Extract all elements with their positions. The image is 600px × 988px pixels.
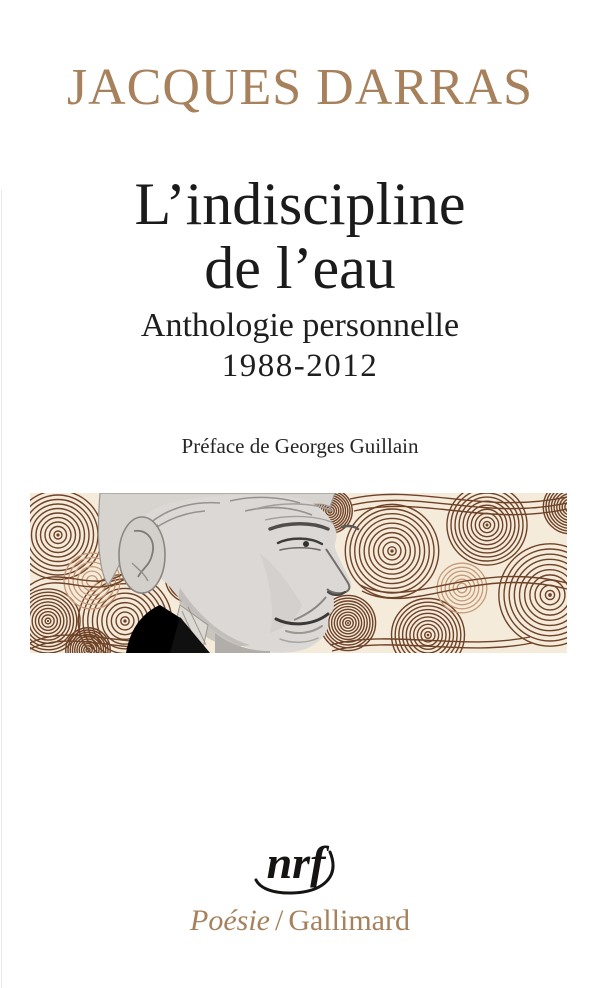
anthology-years: 1988-2012 bbox=[221, 348, 379, 384]
author-name: JACQUES DARRAS bbox=[66, 59, 534, 116]
imprint-line bbox=[0, 904, 600, 938]
book-title bbox=[0, 172, 600, 300]
nrf-logo-text: nrf bbox=[266, 838, 326, 888]
book-title-line1: L’indiscipline bbox=[134, 171, 466, 237]
portrait-jacques-darras bbox=[98, 493, 358, 653]
cover-photo-band bbox=[30, 493, 567, 653]
publisher-name: Gallimard bbox=[288, 904, 410, 937]
book-title-line2: de l’eau bbox=[204, 235, 396, 301]
nrf-logo bbox=[0, 838, 600, 900]
imprint-separator: / bbox=[274, 904, 284, 937]
collection-name: Poésie bbox=[190, 904, 270, 937]
book-subtitle: Anthologie personnelle bbox=[140, 307, 460, 344]
scan-edge-artifact bbox=[1, 190, 2, 988]
cover-photo-illustration bbox=[30, 493, 567, 653]
preface-credit: Préface de Georges Guillain bbox=[181, 434, 419, 458]
